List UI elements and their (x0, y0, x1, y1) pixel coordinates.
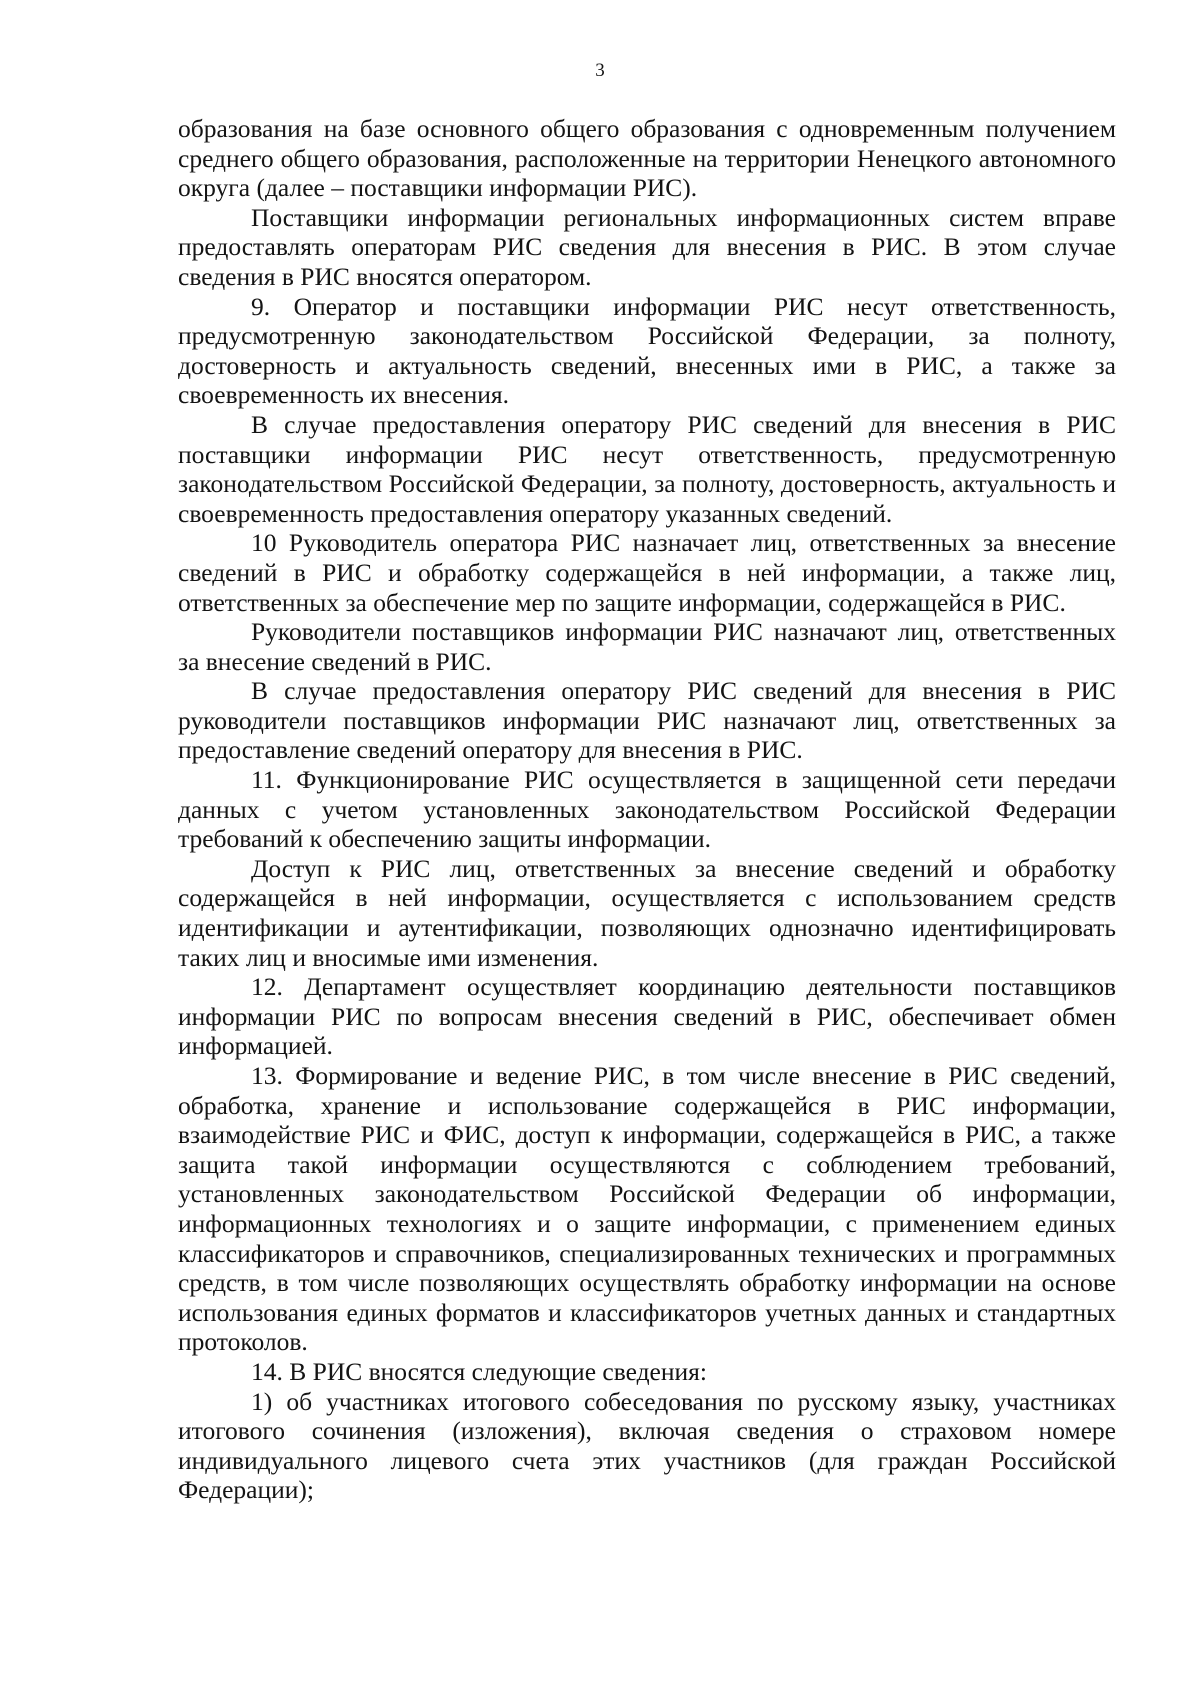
page-number: 3 (595, 60, 605, 81)
paragraph-10: 12. Департамент осуществляет координацию деятельности поставщиков информации РИС по вопросам внесения сведений в РИС, обеспечивает обмен информацией. (178, 972, 1116, 1061)
paragraph-3: 9. Оператор и поставщики информации РИС несут ответственность, предусмотренную законодательством Российской Федерации, за полноту, достоверность и актуальность сведений, внесенных ими в РИС, а также за своевременность их внесения. (178, 291, 1116, 410)
paragraph-5: 10 Руководитель оператора РИС назначает лиц, ответственных за внесение сведений в РИС и обработку содержащейся в ней информации, а также лиц, ответственных за обеспечение мер по защите информации, содержащейся в РИС. (178, 528, 1116, 617)
paragraph-11: 13. Формирование и ведение РИС, в том числе внесение в РИС сведений, обработка, хранение и использование содержащейся в РИС информации, взаимодействие РИС и ФИС, доступ к информации, содержащейся в РИС, а также защита такой информации осуществляются с соблюдением требований, установленных законодательством Российской Федерации об информации, информационных технологиях и о защите информации, с применением единых классификаторов и справочников, специализированных технических и программных средств, в том числе позволяющих осуществлять обработку информации на основе использования единых форматов и классификаторов учетных данных и стандартных протоколов. (178, 1061, 1116, 1357)
document-body (178, 114, 1116, 1505)
paragraph-1: образования на базе основного общего образования с одновременным получением среднего общего образования, расположенные на территории Ненецкого автономного округа (далее – поставщики информации РИС). (178, 114, 1116, 203)
paragraph-4: В случае предоставления оператору РИС сведений для внесения в РИС поставщики информации РИС несут ответственность, предусмотренную законодательством Российской Федерации, за полноту, достоверность, актуальность и своевременность предоставления оператору указанных сведений. (178, 409, 1116, 528)
paragraph-13: 1) об участниках итогового собеседования по русскому языку, участниках итогового сочинения (изложения), включая сведения о страховом номере индивидуального лицевого счета этих участников (для граждан Российской Федерации); (178, 1386, 1116, 1505)
paragraph-9: Доступ к РИС лиц, ответственных за внесение сведений и обработку содержащейся в ней информации, осуществляется с использованием средств идентификации и аутентификации, позволяющих однозначно идентифицировать таких лиц и вносимые ими изменения. (178, 853, 1116, 972)
paragraph-8: 11. Функционирование РИС осуществляется в защищенной сети передачи данных с учетом установленных законодательством Российской Федерации требований к обеспечению защиты информации. (178, 765, 1116, 854)
paragraph-6: Руководители поставщиков информации РИС назначают лиц, ответственных за внесение сведений в РИС. (178, 617, 1116, 676)
paragraph-2: Поставщики информации региональных информационных систем вправе предоставлять операторам РИС сведения для внесения в РИС. В этом случае сведения в РИС вносятся оператором. (178, 202, 1116, 291)
paragraph-7: В случае предоставления оператору РИС сведений для внесения в РИС руководители поставщиков информации РИС назначают лиц, ответственных за предоставление сведений оператору для внесения в РИС. (178, 676, 1116, 765)
paragraph-12: 14. В РИС вносятся следующие сведения: (251, 1356, 707, 1386)
